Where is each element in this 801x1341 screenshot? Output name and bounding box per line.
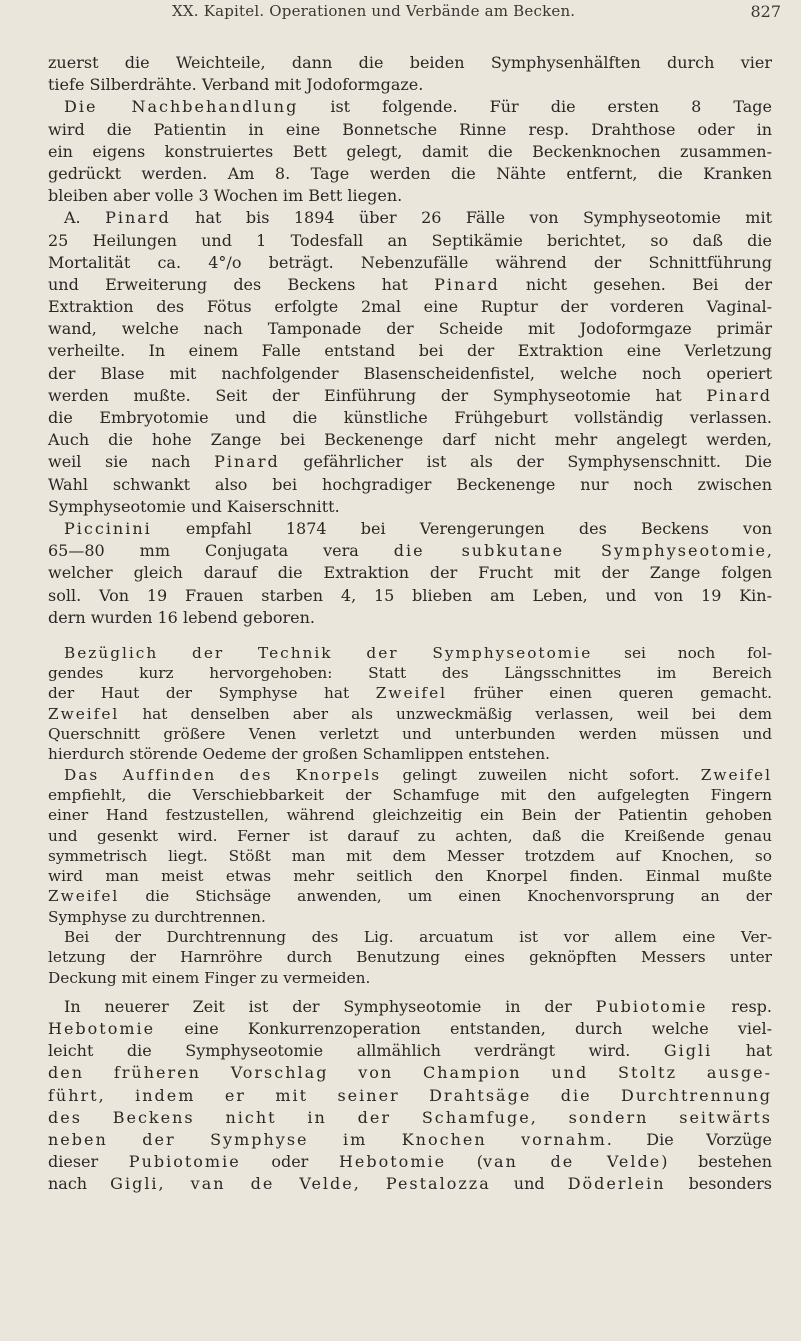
text-line: A. Pinard hat bis 1894 über 26 Fälle von Symphyseotomie mit: [64, 208, 772, 228]
text-line: Die Nachbehandlung ist folgende. Für die ersten 8 Tage: [64, 97, 772, 117]
paragraph-gap: [48, 988, 772, 996]
spaced-term: Pubiotomie: [595, 996, 708, 1016]
text-line: Mortalität ca. 4°/o beträgt. Nebenzufälle während der Schnittführung: [48, 252, 772, 272]
author-name: Zweifel: [48, 887, 120, 906]
author-name: van de Velde: [482, 1152, 662, 1172]
text-line: Querschnitt größere Venen verletzt und unterbunden werden müssen und: [48, 725, 772, 744]
paragraph-6: [48, 765, 772, 927]
text-line: leicht die Symphyseotomie allmählich verdrängt wird. Gigli hat: [48, 1041, 773, 1061]
author-name: Zweifel: [375, 684, 448, 703]
author-name: Pinard: [706, 385, 772, 405]
spaced-term: Bezüglich der Technik der Symphyseotomie: [64, 643, 593, 662]
author-name: Döderlein: [567, 1174, 666, 1194]
paragraph-3: [48, 207, 772, 518]
text-line: Zweifel hat denselben aber als unzweckmäßig verlassen, weil bei dem: [48, 704, 772, 723]
text-line: hierdurch störende Oedeme der großen Schamlippen entstehen.: [48, 745, 551, 764]
text-line: soll. Von 19 Frauen starben 4, 15 blieben am Leben, und von 19 Kin-: [48, 585, 772, 605]
text-line: In neuerer Zeit ist der Symphyseotomie in der Pubiotomie resp.: [64, 996, 772, 1016]
text-line: Symphyseotomie und Kaiserschnitt.: [48, 496, 340, 516]
text-line: Zweifel die Stichsäge anwenden, um einen Knochenvorsprung an der: [48, 887, 772, 906]
text-line: zuerst die Weichteile, dann die beiden Symphysenhälften durch vier: [48, 53, 772, 72]
spaced-term: die subkutane Symphyseotomie: [393, 541, 767, 561]
text-line: ein eigens konstruiertes Bett gelegt, damit die Beckenknochen zusammen-: [48, 141, 772, 161]
author-name: Gigli, van de Velde, Pestalozza: [110, 1174, 491, 1194]
spaced-term: Hebotomie: [48, 1019, 156, 1039]
text-line: 25 Heilungen und 1 Todesfall an Septikämie berichtet, so daß die: [48, 230, 772, 250]
author-name: Zweifel: [700, 765, 772, 784]
spaced-term: Pubiotomie: [128, 1152, 241, 1172]
text-line: Das Auffinden des Knorpels gelingt zuweilen nicht sofort. Zweifel: [64, 765, 772, 784]
author-name: Pinard: [105, 208, 171, 228]
text-line: weil sie nach Pinard gefährlicher ist als der Symphysenschnitt. Die: [48, 452, 773, 472]
text-line: Deckung mit einem Finger zu vermeiden.: [48, 968, 371, 987]
text-line: wird man meist etwas mehr seitlich den Knorpel finden. Einmal mußte: [48, 867, 772, 886]
text-line: bleiben aber volle 3 Wochen im Bett liegen.: [48, 186, 403, 206]
author-name: Piccinini: [64, 518, 152, 538]
text-line: gedrückt werden. Am 8. Tage werden die Nähte entfernt, die Kranken: [48, 163, 772, 183]
text-line: Wahl schwankt also bei hochgradiger Beckenenge nur noch zwischen: [48, 474, 772, 494]
text-line: und Erweiterung des Beckens hat Pinard nicht gesehen. Bei der: [48, 274, 772, 294]
paragraph-gap: [48, 629, 772, 643]
text-line: Hebotomie eine Konkurrenzoperation entstanden, durch welche viel-: [48, 1019, 772, 1039]
text-line: Piccinini empfahl 1874 bei Verengerungen des Beckens von: [64, 518, 772, 538]
text-line: die Embryotomie und die künstliche Frühgeburt vollständig verlassen.: [48, 408, 772, 427]
text-line: welcher gleich darauf die Extraktion der Frucht mit der Zange folgen: [48, 563, 772, 583]
text-line: einer Hand festzustellen, während gleichzeitig ein Bein der Patientin gehoben: [48, 806, 772, 825]
text-line: symmetrisch liegt. Stößt man mit dem Messer trotzdem auf Knochen, so: [48, 846, 772, 865]
spaced-term: Das Auffinden des Knorpels: [64, 765, 382, 784]
text-line: des Beckens nicht in der Schamfuge, sondern seitwärts: [48, 1107, 772, 1127]
text-line: verheilte. In einem Falle entstand bei der Extraktion eine Verletzung: [48, 341, 772, 361]
paragraph-7: [48, 927, 772, 988]
paragraph-8: [48, 996, 772, 1196]
text-line: der Haut der Symphyse hat Zweifel früher einen queren gemacht.: [48, 684, 772, 703]
text-line: dieser Pubiotomie oder Hebotomie (van de Velde) bestehen: [48, 1152, 772, 1172]
text-line: den früheren Vorschlag von Champion und Stoltz ausge-: [48, 1063, 772, 1083]
text-line: neben der Symphyse im Knochen vornahm. Die Vorzüge: [48, 1130, 772, 1150]
text-line: dern wurden 16 lebend geboren.: [48, 607, 315, 627]
body-text: [48, 52, 772, 1196]
paragraph-1: [48, 52, 772, 96]
spaced-term: Hebotomie: [338, 1152, 447, 1172]
text-line: wand, welche nach Tamponade der Scheide mit Jodoformgaze primär: [48, 319, 772, 339]
text-line: wird die Patientin in eine Bonnetsche Rinne resp. Drahthose oder in: [48, 119, 772, 139]
author-name: Pinard: [214, 452, 280, 472]
author-name: Gigli: [663, 1041, 713, 1061]
running-title: XX. Kapitel. Operationen und Verbände am Becken.: [172, 2, 576, 20]
author-name: Zweifel: [48, 704, 120, 723]
text-line: gendes kurz hervorgehoben: Statt des Längsschnittes im Bereich: [48, 664, 772, 683]
text-line: 65—80 mm Conjugata vera die subkutane Symphyseotomie,: [48, 541, 773, 561]
text-line: Extraktion des Fötus erfolgte 2mal eine Ruptur der vorderen Vaginal-: [48, 297, 772, 317]
paragraph-2: [48, 96, 772, 207]
text-line: nach Gigli, van de Velde, Pestalozza und Döderlein besonders: [48, 1174, 772, 1194]
text-line: werden mußte. Seit der Einführung der Symphyseotomie hat Pinard: [48, 385, 772, 405]
page-number: 827: [750, 2, 781, 21]
spaced-term: Die Nachbehandlung: [64, 97, 299, 117]
text-line: und gesenkt wird. Ferner ist darauf zu achten, daß die Kreißende genau: [48, 826, 772, 845]
text-line: empfiehlt, die Verschiebbarkeit der Schamfuge mit den aufgelegten Fingern: [48, 785, 772, 804]
paragraph-5: [48, 643, 772, 765]
text-line: letzung der Harnröhre durch Benutzung eines geknöpften Messers unter: [48, 948, 772, 967]
text-line: der Blase mit nachfolgender Blasenscheidenfistel, welche noch operiert: [48, 363, 772, 383]
paragraph-4: [48, 518, 772, 629]
text-line: Bei der Durchtrennung des Lig. arcuatum ist vor allem eine Ver-: [64, 928, 772, 947]
author-name: Pinard: [434, 274, 500, 294]
text-line: tiefe Silberdrähte. Verband mit Jodoformgaze.: [48, 75, 424, 95]
text-line: Bezüglich der Technik der Symphyseotomie sei noch fol-: [64, 643, 773, 662]
text-line: Auch die hohe Zange bei Beckenenge darf nicht mehr angelegt werden,: [48, 430, 772, 450]
text-line: führt, indem er mit seiner Drahtsäge die Durchtrennung: [48, 1085, 772, 1105]
text-line: Symphyse zu durchtrennen.: [48, 907, 266, 926]
